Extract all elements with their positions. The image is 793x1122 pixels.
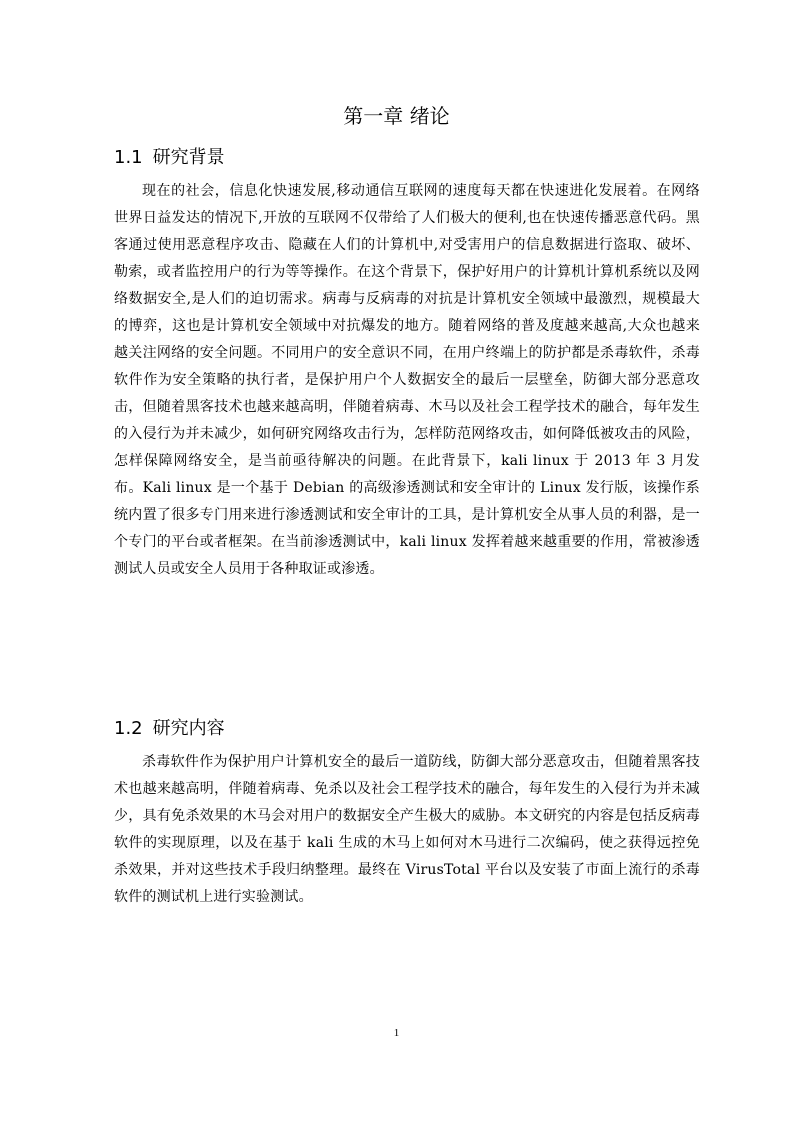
section-heading-1-2 (114, 716, 225, 742)
section-title: 研究背景 (152, 147, 225, 168)
section-title: 研究内容 (152, 718, 225, 739)
section-number: 1.2 (114, 718, 143, 739)
section-number: 1.1 (114, 147, 143, 168)
section-1-2-paragraph: 杀毒软件作为保护用户计算机安全的最后一道防线，防御大部分恶意攻击，但随着黑客技术也越来越高明，伴随着病毒、免杀以及社会工程学技术的融合，每年发生的入侵行为并未减少，具有免杀效果的木马会对用户的数据安全产生极大的威胁。本文研究的内容是包括反病毒软件的实现原理，以及在基于 kali 生成的木马上如何对木马进行二次编码，使之获得远控免杀效果，并对这些技术手段归纳整理。最终在 VirusTotal 平台以及安装了市面上流行的杀毒软件的测试机上进行实验测试。 (114, 754, 700, 905)
chapter-title: 第一章 绪论 (343, 104, 450, 128)
section-heading-1-1 (114, 145, 225, 171)
section-1-1-paragraph: 现在的社会，信息化快速发展,移动通信互联网的速度每天都在快速进化发展着。在网络世界日益发达的情况下,开放的互联网不仅带给了人们极大的便利,也在快速传播恶意代码。黑客通过使用恶意程序攻击、隐藏在人们的计算机中,对受害用户的信息数据进行盗取、破坏、勒索，或者监控用户的行为等等操作。在这个背景下，保护好用户的计算机计算机系统以及网络数据安全,是人们的迫切需求。病毒与反病毒的对抗是计算机安全领域中最激烈，规模最大的博弈，这也是计算机安全领域中对抗爆发的地方。随着网络的普及度越来越高,大众也越来越关注网络的安全问题。不同用户的安全意识不同，在用户终端上的防护都是杀毒软件，杀毒软件作为安全策略的执行者，是保护用户个人数据安全的最后一层壁垒，防御大部分恶意攻击，但随着黑客技术也越来越高明，伴随着病毒、木马以及社会工程学技术的融合，每年发生的入侵行为并未减少，如何研究网络攻击行为，怎样防范网络攻击，如何降低被攻击的风险，怎样保障网络安全，是当前亟待解决的问题。在此背景下，kali linux 于 2013 年 3 月发布。Kali linux 是一个基于 Debian 的高级渗透测试和安全审计的 Linux 发行版，该操作系统内置了很多专门用来进行渗透测试和安全审计的工具，是计算机安全从事人员的利器，是一个专门的平台或者框架。在当前渗透测试中，kali linux 发挥着越来越重要的作用，常被渗透测试人员或安全人员用于各种取证或渗透。 (114, 183, 700, 577)
page-number: 1 (393, 1027, 400, 1039)
